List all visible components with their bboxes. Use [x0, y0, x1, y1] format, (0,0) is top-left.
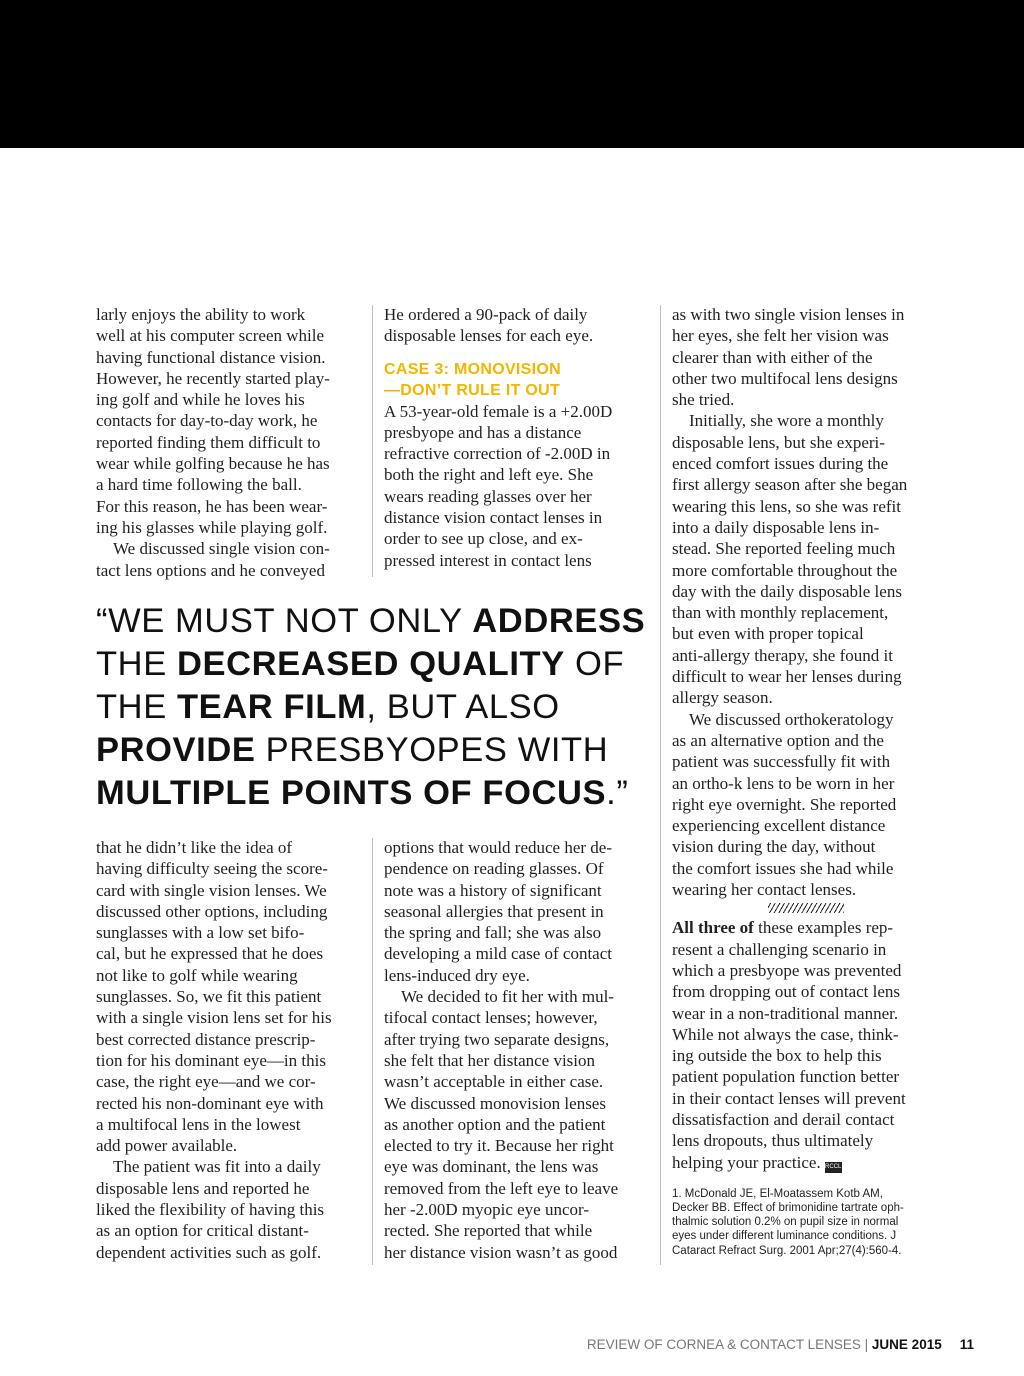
- pull-quote-text: OF: [564, 645, 625, 683]
- text-line: pendence on reading glasses. Of: [384, 859, 604, 879]
- page-footer: [587, 1337, 974, 1352]
- text-line: stead. She reported feeling much: [672, 539, 896, 559]
- pull-quote-line: [96, 729, 656, 772]
- top-black-band: [0, 0, 1024, 148]
- text-line: day with the daily disposable lens: [672, 581, 902, 601]
- text-line: reported finding them difficult to: [96, 432, 321, 452]
- issue-date: JUNE 2015: [871, 1337, 942, 1352]
- text-line: a hard time following the ball.: [96, 475, 302, 495]
- text-line: that he didn’t like the idea of: [96, 838, 293, 857]
- text-line: case, the right eye—and we cor-: [96, 1072, 316, 1092]
- text-line: anti-allergy therapy, she found it: [672, 645, 893, 665]
- text-line: ing outside the box to help this: [672, 1046, 882, 1066]
- text-line: larly enjoys the ability to work: [96, 305, 306, 324]
- text-line: wasn’t acceptable in either case.: [384, 1072, 604, 1092]
- text-line: disposable lens and reported he: [96, 1178, 310, 1198]
- text-line: The patient was fit into a daily: [113, 1157, 321, 1177]
- text-line: wear while golfing because he has: [96, 454, 330, 474]
- text-line: add power available.: [96, 1136, 238, 1156]
- pull-quote-emphasis: TEAR FILM: [177, 688, 367, 726]
- text-line: We decided to fit her with mul-: [401, 987, 614, 1007]
- text-line: than with monthly replacement,: [672, 603, 889, 623]
- page-number: 11: [959, 1337, 974, 1352]
- text-line: into a daily disposable lens in-: [672, 517, 880, 537]
- text-line: While not always the case, think-: [672, 1024, 899, 1044]
- conclusion-last-text: helping your practice.: [672, 1152, 821, 1172]
- reference-list: [672, 1187, 944, 1258]
- text-line: other two multifocal lens designs: [672, 368, 898, 388]
- text-line: wearing her contact lenses.: [672, 880, 857, 900]
- publication-name: REVIEW OF CORNEA & CONTACT LENSES: [586, 1337, 861, 1352]
- column-2-bottom: [384, 837, 652, 1263]
- text-line: vision during the day, without: [672, 837, 876, 857]
- conclusion-lead-in: All three of: [672, 918, 754, 938]
- text-line: tact lens options and he conveyed: [96, 560, 325, 580]
- text-line: However, he recently started play-: [96, 368, 330, 388]
- text-line: developing a mild case of contact: [384, 944, 612, 964]
- text-line: as with two single vision lenses in: [672, 305, 905, 324]
- text-line: an ortho-k lens to be worn in her: [672, 773, 895, 793]
- column-1-bottom: [96, 837, 364, 1263]
- reference-line: Decker BB. Effect of brimonidine tartrate oph-: [672, 1202, 904, 1215]
- text-line: We discussed orthokeratology: [689, 709, 894, 729]
- pull-quote-line: [96, 772, 656, 815]
- text-line: the spring and fall; she was also: [384, 923, 602, 943]
- text-line: order to see up close, and ex-: [384, 529, 583, 549]
- text-line: We discussed single vision con-: [113, 539, 330, 559]
- case-3-heading: [384, 359, 652, 401]
- text-line: cal, but he expressed that he does: [96, 944, 324, 964]
- text-line: tion for his dominant eye—in this: [96, 1050, 326, 1070]
- text-line: as another option and the patient: [384, 1114, 606, 1134]
- text-line: lens-induced dry eye.: [384, 965, 530, 985]
- text-line: a multifocal lens in the lowest: [96, 1114, 301, 1134]
- text-line: with a single vision lens set for his: [96, 1008, 332, 1028]
- text-line: liked the flexibility of having this: [96, 1200, 325, 1220]
- text-line: refractive correction of -2.00D in: [384, 444, 611, 464]
- text-line: first allergy season after she began: [672, 475, 908, 495]
- text-line: eye was dominant, the lens was: [384, 1157, 599, 1177]
- text-line: having difficulty seeing the score-: [96, 859, 328, 879]
- text-line: For this reason, he has been wear-: [96, 496, 328, 516]
- text-line: rected. She reported that while: [384, 1221, 593, 1241]
- text-line: both the right and left eye. She: [384, 465, 594, 485]
- text-line: dependent activities such as golf.: [96, 1242, 322, 1262]
- text-line: He ordered a 90-pack of daily: [384, 305, 588, 324]
- text-line: well at his computer screen while: [96, 326, 325, 346]
- text-line: enced comfort issues during the: [672, 454, 889, 474]
- column-divider: [372, 838, 373, 1265]
- pull-quote-text: “WE MUST NOT ONLY: [96, 602, 473, 640]
- text-line: dissatisfaction and derail contact: [672, 1109, 895, 1129]
- text-line: contacts for day-to-day work, he: [96, 411, 318, 431]
- pull-quote-text: PRESBYOPES WITH: [255, 731, 609, 769]
- pull-quote: [96, 600, 656, 815]
- reference-line: 1. McDonald JE, El-Moatassem Kotb AM,: [672, 1187, 883, 1200]
- conclusion-text: these examples rep-: [753, 918, 894, 938]
- text-line: sunglasses with a low set bifo-: [96, 923, 305, 943]
- text-line: as an option for critical distant-: [96, 1221, 309, 1241]
- text-line: from dropping out of contact lens: [672, 982, 901, 1002]
- text-line: We discussed monovision lenses: [384, 1093, 606, 1113]
- text-line: disposable lens, but she experi-: [672, 432, 885, 452]
- pull-quote-emphasis: PROVIDE: [96, 731, 256, 769]
- text-line: her eyes, she felt her vision was: [672, 326, 889, 346]
- text-line: ing his glasses while playing golf.: [96, 517, 328, 537]
- text-line: having functional distance vision.: [96, 347, 326, 367]
- pull-quote-text: .”: [606, 774, 629, 812]
- pull-quote-emphasis: ADDRESS: [472, 602, 646, 640]
- text-line: presbyope and has a distance: [384, 422, 582, 442]
- text-line: wears reading glasses over her: [384, 486, 592, 506]
- text-line: her distance vision wasn’t as good: [384, 1242, 618, 1262]
- reference-line: eyes under different luminance conditions. J: [672, 1230, 897, 1243]
- text-line: in their contact lenses will prevent: [672, 1088, 906, 1108]
- conclusion-first-line: [672, 917, 944, 938]
- text-line: A 53-year-old female is a +2.00D: [384, 401, 613, 421]
- text-line: distance vision contact lenses in: [384, 508, 603, 528]
- text-line: she felt that her distance vision: [384, 1050, 596, 1070]
- reference-line: thalmic solution 0.2% on pupil size in normal: [672, 1216, 899, 1229]
- text-line: as an alternative option and the: [672, 730, 884, 750]
- text-line: wear in a non-traditional manner.: [672, 1003, 899, 1023]
- heading-line: —DON’T RULE IT OUT: [384, 381, 561, 399]
- text-line: but even with proper topical: [672, 624, 864, 644]
- text-line: the comfort issues she had while: [672, 858, 894, 878]
- text-line: options that would reduce her de-: [384, 838, 613, 857]
- text-line: experiencing excellent distance: [672, 816, 886, 836]
- text-line: clearer than with either of the: [672, 347, 873, 367]
- text-line: seasonal allergies that present in: [384, 901, 604, 921]
- text-line: more comfortable throughout the: [672, 560, 898, 580]
- column-2-top: [384, 304, 652, 571]
- section-divider-ornament: [768, 903, 844, 913]
- text-line: not like to golf while wearing: [96, 965, 298, 985]
- text-line: discussed other options, including: [96, 901, 328, 921]
- text-line: right eye overnight. She reported: [672, 794, 897, 814]
- text-line: her -2.00D myopic eye uncor-: [384, 1200, 590, 1220]
- pull-quote-emphasis: MULTIPLE POINTS OF FOCUS: [96, 774, 607, 812]
- text-line: sunglasses. So, we fit this patient: [96, 987, 322, 1007]
- text-line: best corrected distance prescrip-: [96, 1029, 316, 1049]
- column-divider: [372, 305, 373, 577]
- text-line: after trying two separate designs,: [384, 1029, 610, 1049]
- text-line: removed from the left eye to leave: [384, 1178, 619, 1198]
- reference-line: Cataract Refract Surg. 2001 Apr;27(4):560-4.: [672, 1244, 902, 1257]
- text-line: she tried.: [672, 390, 735, 410]
- text-line: rected his non-dominant eye with: [96, 1093, 324, 1113]
- pull-quote-text: , BUT ALSO: [366, 688, 560, 726]
- text-line: disposable lenses for each eye.: [384, 326, 594, 346]
- pull-quote-line: [96, 686, 656, 729]
- pull-quote-line: [96, 643, 656, 686]
- footer-separator: |: [860, 1337, 872, 1352]
- column-3: [672, 304, 944, 1258]
- text-line: difficult to wear her lenses during: [672, 667, 902, 687]
- text-line: card with single vision lenses. We: [96, 880, 327, 900]
- text-line: patient population function better: [672, 1067, 900, 1087]
- text-line: [672, 1152, 944, 1173]
- text-line: tifocal contact lenses; however,: [384, 1008, 598, 1028]
- pull-quote-text: THE: [96, 645, 177, 683]
- text-line: which a presbyope was prevented: [672, 960, 902, 980]
- column-divider: [660, 305, 661, 1265]
- pull-quote-emphasis: DECREASED QUALITY: [177, 645, 565, 683]
- text-line: Initially, she wore a monthly: [689, 411, 884, 431]
- text-line: allergy season.: [672, 688, 773, 708]
- heading-line: CASE 3: MONOVISION: [384, 360, 561, 378]
- text-line: pressed interest in contact lens: [384, 550, 592, 570]
- text-line: patient was successfully fit with: [672, 752, 891, 772]
- pull-quote-text: THE: [96, 688, 177, 726]
- column-1-top: [96, 304, 364, 581]
- text-line: note was a history of significant: [384, 880, 602, 900]
- text-line: wearing this lens, so she was refit: [672, 496, 901, 516]
- pull-quote-line: [96, 600, 656, 643]
- text-line: elected to try it. Because her right: [384, 1136, 614, 1156]
- text-line: ing golf and while he loves his: [96, 390, 305, 410]
- text-line: resent a challenging scenario in: [672, 939, 887, 959]
- article-end-mark-icon: RCCL: [825, 1162, 842, 1173]
- text-line: lens dropouts, thus ultimately: [672, 1131, 874, 1151]
